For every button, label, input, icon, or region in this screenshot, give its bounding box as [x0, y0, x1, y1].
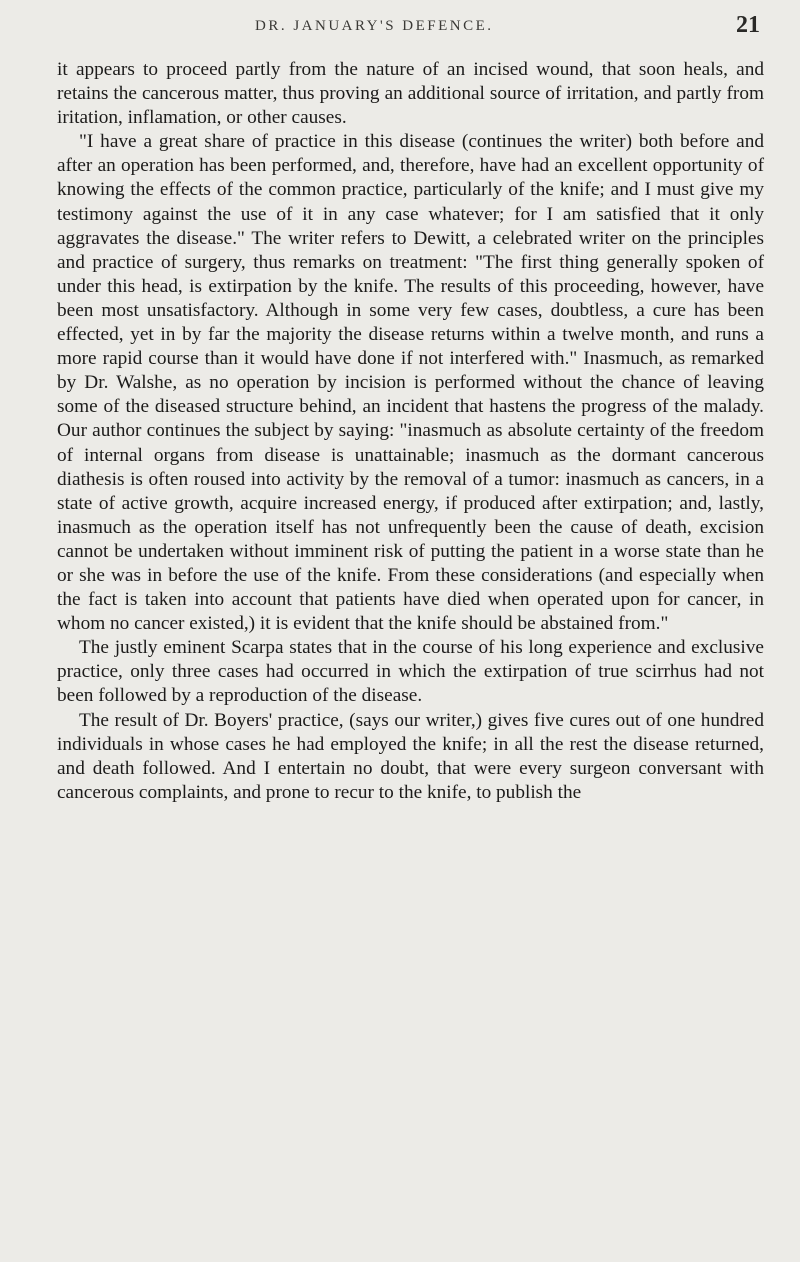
running-title: DR. JANUARY'S DEFENCE.: [255, 18, 494, 34]
paragraph-quotation: "I have a great share of practice in this disease (continues the writer) both before and after an operation has been performed, and, therefore, have had an excellent opportunity of knowing the effects of the common practice, particularly of the knife; and I must give my testimony against the use of it in any case whatever; for I am satisfied that it only aggravates the disease." The writer refers to Dewitt, a celebrated writer on the principles and practice of surgery, thus remarks on treatment: "The first thing generally spoken of under this head, is extirpation by the knife. The results of this proceeding, however, have been most unsatisfactory. Although in some very few cases, doubtless, a cure has been effected, yet in by far the majority the disease returns within a twelve month, and runs a more rapid course than it would have done if not interfered with." Inasmuch, as remarked by Dr. Walshe, as no operation by incision is performed without the chance of leaving some of the diseased structure behind, an incident that hastens the progress of the malady. Our author continues the subject by saying: "inasmuch as absolute certainty of the freedom of internal organs from disease is unattainable; inasmuch as the dormant cancerous diathesis is often roused into activity by the removal of a tumor: inasmuch as cancers, in a state of active growth, acquire increased energy, if produced after extirpation; and, lastly, inasmuch as the operation itself has not unfrequently been the cause of death, excision cannot be undertaken without imminent risk of putting the patient in a worse state than he or she was in before the use of the knife. From these considerations (and especially when the fact is taken into account that patients have died when operated upon for cancer, in whom no cancer existed,) it is evident that the knife should be abstained from.": [57, 131, 764, 635]
paragraph-scarpa: The justly eminent Scarpa states that in the course of his long experience and exclusive practice, only three cases had occurred in which the extirpation of true scirrhus had not been followed by a reproduction of the disease.: [57, 637, 764, 707]
running-head: [0, 10, 800, 40]
paragraph-boyers: The result of Dr. Boyers' practice, (says our writer,) gives five cures out of one hundred individuals in whose cases he had employed the knife; in all the rest the disease returned, and death followed. And I entertain no doubt, that were every surgeon conversant with cancerous complaints, and prone to recur to the knife, to publish the: [57, 709, 764, 803]
page-number: 21: [736, 12, 760, 38]
body-text: [57, 58, 764, 805]
paragraph-continuation: it appears to proceed partly from the nature of an incised wound, that soon heals, and retains the cancerous matter, thus proving an additional source of irritation, and partly from iritation, inflamation, or other causes.: [57, 59, 764, 129]
